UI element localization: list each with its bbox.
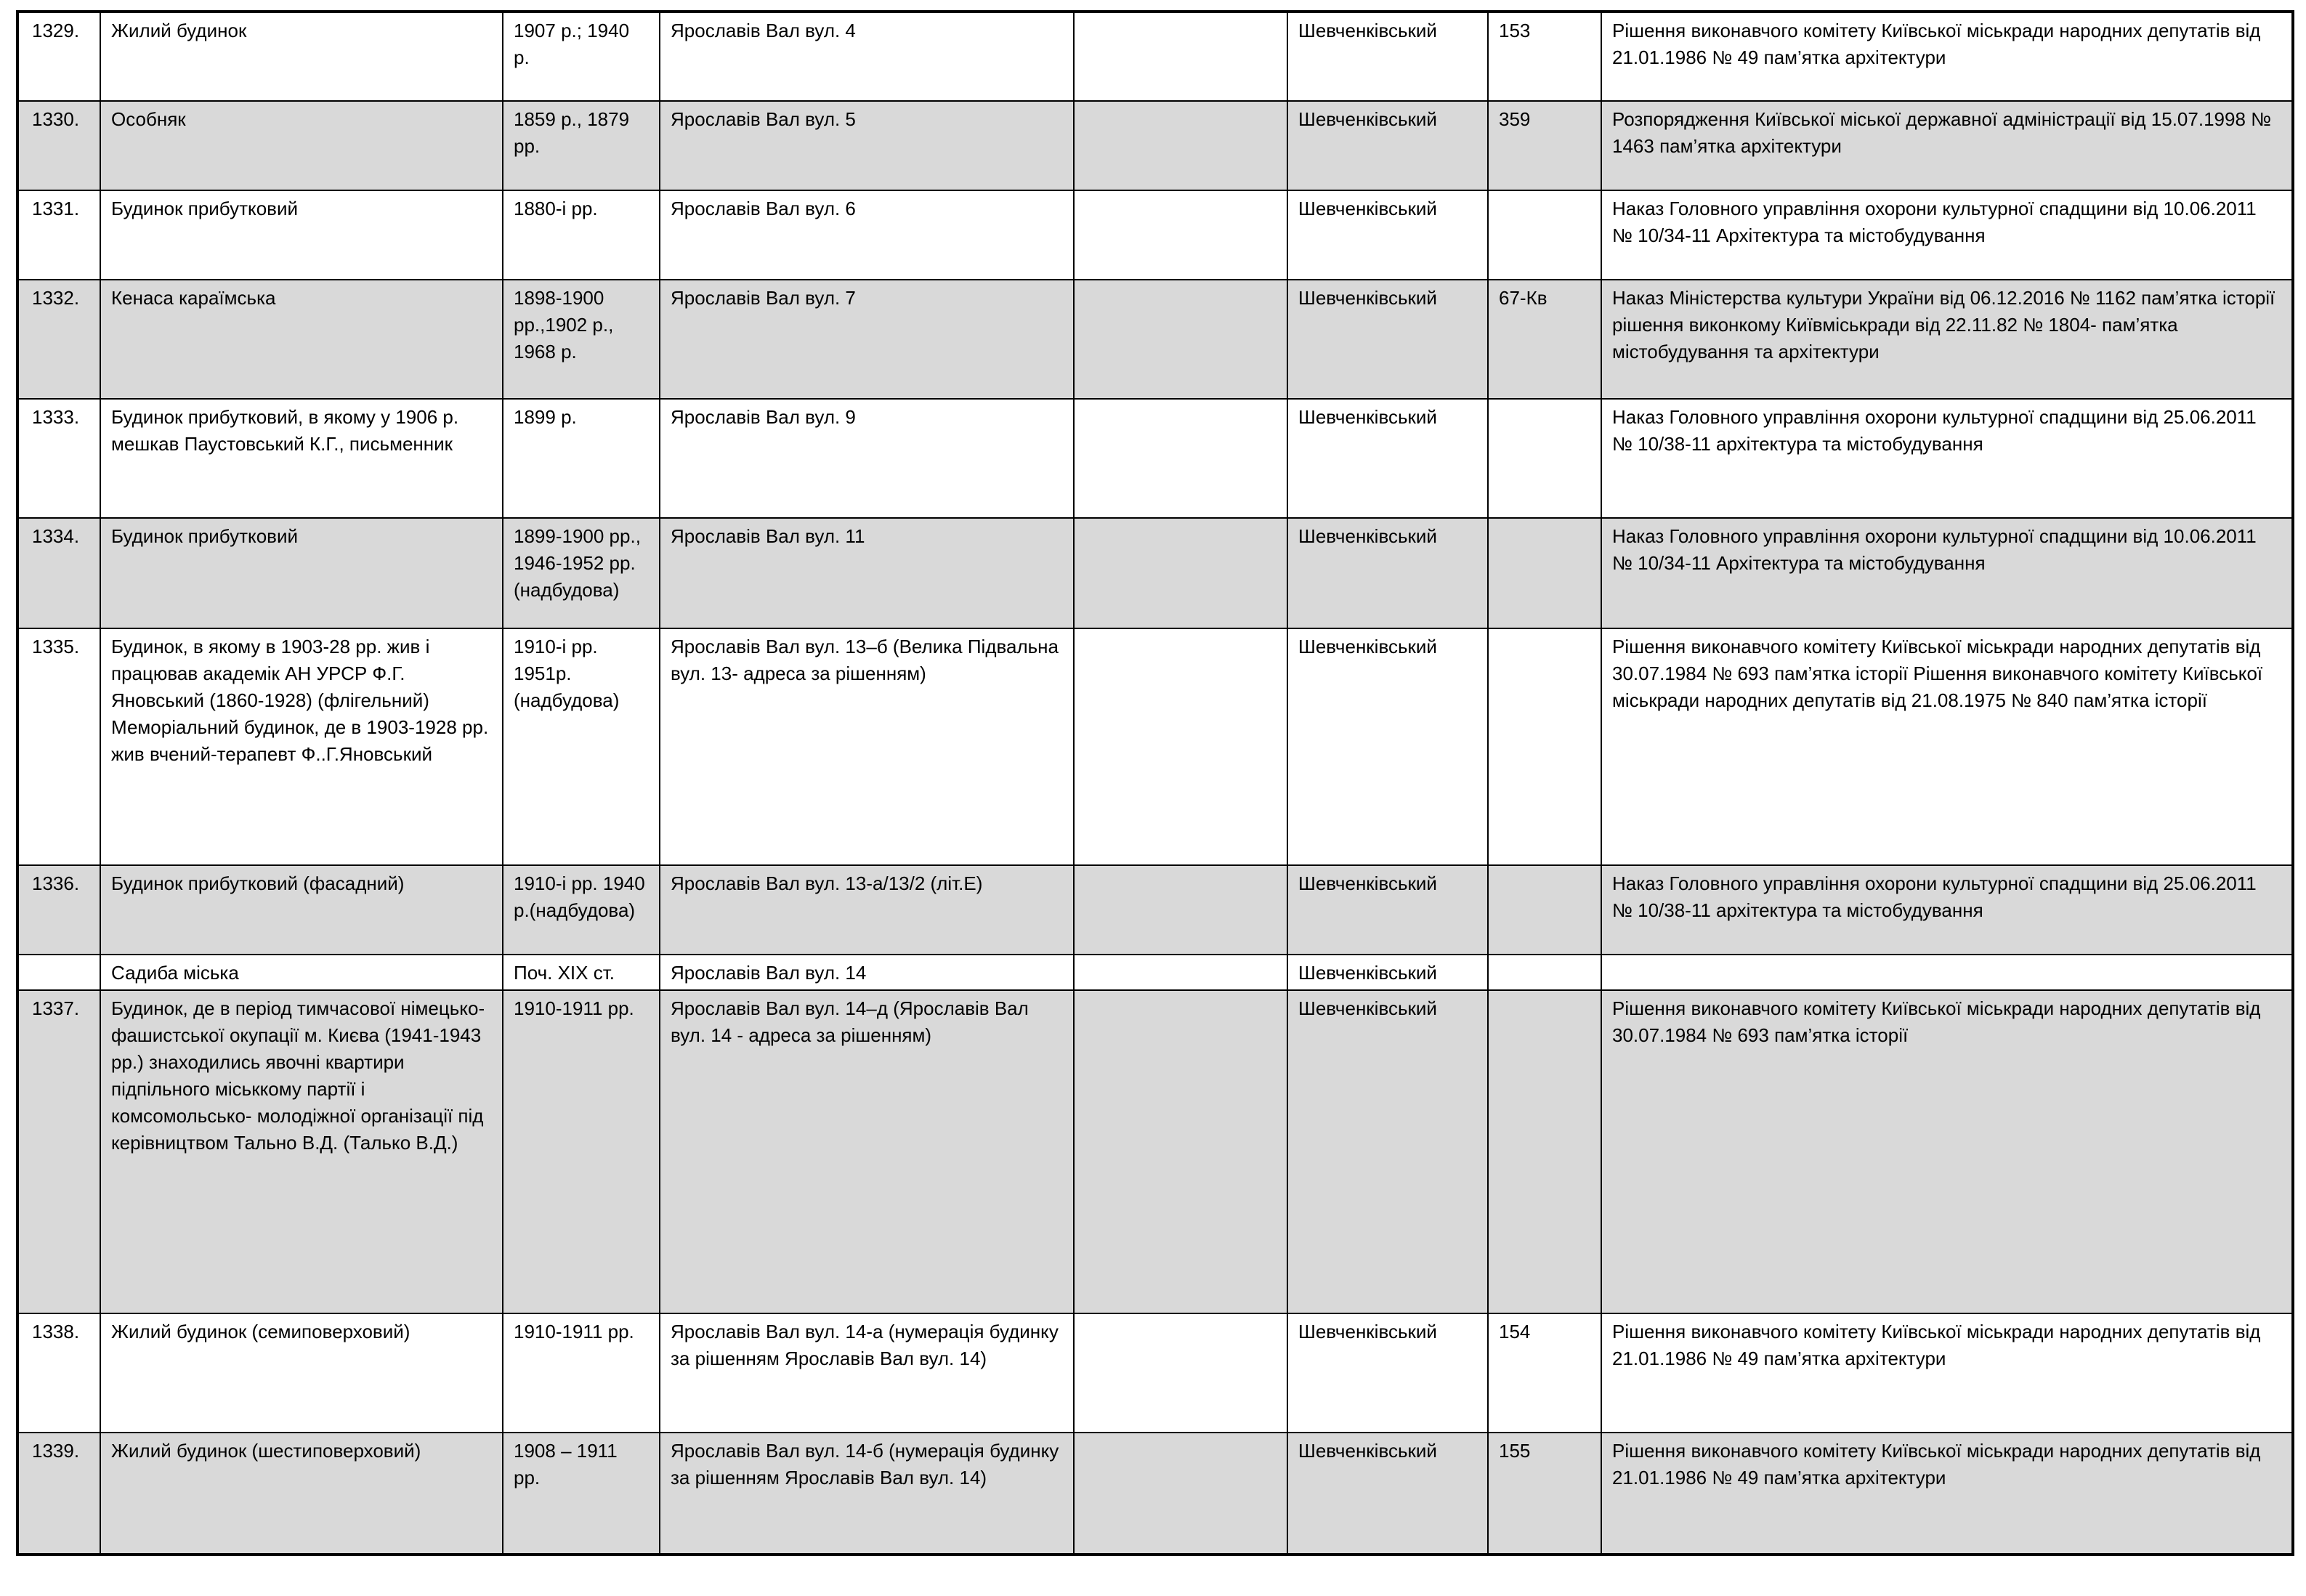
protection-document-cell: Наказ Міністерства культури України від 06.12.2016 № 1162 пам’ятка історії рішення виконкому Київміськради від 22.11.82 № 1804- пам’ятка містобудування та архітектури bbox=[1601, 280, 2293, 399]
construction-date-cell: 1910-1911 рр. bbox=[503, 1313, 660, 1433]
district-cell: Шевченківський bbox=[1287, 12, 1488, 101]
object-name-cell: Будинок, де в період тимчасової німецько- фашистської окупації м. Києва (1941-1943 рр.) знаходились явочні квартири підпільного міськкому партії і комсомольсько- молодіжної організації під керівництвом Тально В.Д. (Талько В.Д.) bbox=[100, 990, 503, 1313]
empty-cell bbox=[1074, 280, 1287, 399]
table-row bbox=[17, 990, 2293, 1313]
table-row bbox=[17, 190, 2293, 280]
construction-date-cell: 1899-1900 рр., 1946-1952 рр. (надбудова) bbox=[503, 518, 660, 628]
object-name-cell: Будинок, в якому в 1903-28 рр. жив і працював академік АН УРСР Ф.Г. Яновський (1860-1928) (флігельний) Меморіальний будинок, де в 1903-1928 рр. жив вчений-терапевт Ф..Г.Яновський bbox=[100, 628, 503, 865]
construction-date-cell: 1899 р. bbox=[503, 399, 660, 518]
address-cell: Ярославів Вал вул. 13-а/13/2 (літ.Е) bbox=[660, 865, 1074, 955]
protection-document-cell: Наказ Головного управління охорони культурної спадщини від 10.06.2011 № 10/34-11 Архітектура та містобудування bbox=[1601, 190, 2293, 280]
table-row bbox=[17, 1433, 2293, 1555]
row-number-cell: 1331. bbox=[17, 190, 100, 280]
empty-cell bbox=[1074, 399, 1287, 518]
registry-code-cell bbox=[1488, 865, 1601, 955]
empty-cell bbox=[1074, 990, 1287, 1313]
registry-code-cell: 359 bbox=[1488, 101, 1601, 190]
district-cell: Шевченківський bbox=[1287, 518, 1488, 628]
object-name-cell: Будинок прибутковий bbox=[100, 190, 503, 280]
construction-date-cell: 1910-1911 рр. bbox=[503, 990, 660, 1313]
empty-cell bbox=[1074, 865, 1287, 955]
table-row bbox=[17, 1313, 2293, 1433]
table-row bbox=[17, 280, 2293, 399]
address-cell: Ярославів Вал вул. 4 bbox=[660, 12, 1074, 101]
object-name-cell: Будинок прибутковий bbox=[100, 518, 503, 628]
row-number-cell: 1336. bbox=[17, 865, 100, 955]
row-number-cell: 1329. bbox=[17, 12, 100, 101]
row-number-cell: 1339. bbox=[17, 1433, 100, 1555]
registry-code-cell bbox=[1488, 190, 1601, 280]
address-cell: Ярославів Вал вул. 14 bbox=[660, 955, 1074, 990]
protection-document-cell: Рішення виконавчого комітету Київської міськради народних депутатів від 21.01.1986 № 49 пам’ятка архітектури bbox=[1601, 1433, 2293, 1555]
monuments-registry-table bbox=[16, 10, 2294, 1556]
protection-document-cell: Рішення виконавчого комітету Київської міськради народних депутатів від 21.01.1986 № 49 пам’ятка архітектури bbox=[1601, 1313, 2293, 1433]
object-name-cell: Садиба міська bbox=[100, 955, 503, 990]
registry-code-cell: 155 bbox=[1488, 1433, 1601, 1555]
address-cell: Ярославів Вал вул. 11 bbox=[660, 518, 1074, 628]
empty-cell bbox=[1074, 101, 1287, 190]
empty-cell bbox=[1074, 1313, 1287, 1433]
address-cell: Ярославів Вал вул. 9 bbox=[660, 399, 1074, 518]
registry-code-cell: 67-Кв bbox=[1488, 280, 1601, 399]
object-name-cell: Будинок прибутковий, в якому у 1906 р. мешкав Паустовський К.Г., письменник bbox=[100, 399, 503, 518]
row-number-cell: 1334. bbox=[17, 518, 100, 628]
protection-document-cell: Рішення виконавчого комітету Київської міськради народних депутатів від 30.07.1984 № 693 пам’ятка історії Рішення виконавчого комітету Київської міськради народних депутатів від 21.08.1975 № 840 пам’ятка історії bbox=[1601, 628, 2293, 865]
district-cell: Шевченківський bbox=[1287, 280, 1488, 399]
object-name-cell: Жилий будинок bbox=[100, 12, 503, 101]
object-name-cell: Жилий будинок (шестиповерховий) bbox=[100, 1433, 503, 1555]
address-cell: Ярославів Вал вул. 6 bbox=[660, 190, 1074, 280]
row-number-cell: 1335. bbox=[17, 628, 100, 865]
row-number-cell: 1330. bbox=[17, 101, 100, 190]
row-number-cell: 1338. bbox=[17, 1313, 100, 1433]
protection-document-cell: Наказ Головного управління охорони культурної спадщини від 25.06.2011 № 10/38-11 архітектура та містобудування bbox=[1601, 399, 2293, 518]
protection-document-cell: Рішення виконавчого комітету Київської міськради народних депутатів від 30.07.1984 № 693 пам’ятка історії bbox=[1601, 990, 2293, 1313]
protection-document-cell: Розпорядження Київської міської державної адміністрації від 15.07.1998 № 1463 пам’ятка архітектури bbox=[1601, 101, 2293, 190]
district-cell: Шевченківський bbox=[1287, 1433, 1488, 1555]
object-name-cell: Особняк bbox=[100, 101, 503, 190]
protection-document-cell: Рішення виконавчого комітету Київської міськради народних депутатів від 21.01.1986 № 49 пам’ятка архітектури bbox=[1601, 12, 2293, 101]
registry-code-cell bbox=[1488, 990, 1601, 1313]
construction-date-cell: 1898-1900 рр.,1902 р., 1968 р. bbox=[503, 280, 660, 399]
object-name-cell: Жилий будинок (семиповерховий) bbox=[100, 1313, 503, 1433]
empty-cell bbox=[1074, 628, 1287, 865]
row-number-cell bbox=[17, 955, 100, 990]
registry-code-cell bbox=[1488, 399, 1601, 518]
empty-cell bbox=[1074, 190, 1287, 280]
table-row bbox=[17, 399, 2293, 518]
object-name-cell: Будинок прибутковий (фасадний) bbox=[100, 865, 503, 955]
construction-date-cell: 1910-і рр. 1940 р.(надбудова) bbox=[503, 865, 660, 955]
empty-cell bbox=[1074, 1433, 1287, 1555]
construction-date-cell: 1859 р., 1879 рр. bbox=[503, 101, 660, 190]
district-cell: Шевченківський bbox=[1287, 399, 1488, 518]
row-number-cell: 1333. bbox=[17, 399, 100, 518]
registry-code-cell bbox=[1488, 628, 1601, 865]
table-row bbox=[17, 518, 2293, 628]
table-row bbox=[17, 101, 2293, 190]
construction-date-cell: 1910-і рр. 1951р. (надбудова) bbox=[503, 628, 660, 865]
district-cell: Шевченківський bbox=[1287, 1313, 1488, 1433]
address-cell: Ярославів Вал вул. 14-а (нумерація будинку за рішенням Ярославів Вал вул. 14) bbox=[660, 1313, 1074, 1433]
district-cell: Шевченківський bbox=[1287, 990, 1488, 1313]
row-number-cell: 1332. bbox=[17, 280, 100, 399]
empty-cell bbox=[1074, 955, 1287, 990]
table-row bbox=[17, 865, 2293, 955]
protection-document-cell: Наказ Головного управління охорони культурної спадщини від 25.06.2011 № 10/38-11 архітектура та містобудування bbox=[1601, 865, 2293, 955]
construction-date-cell: 1907 р.; 1940 р. bbox=[503, 12, 660, 101]
district-cell: Шевченківський bbox=[1287, 955, 1488, 990]
construction-date-cell: Поч. XIX ст. bbox=[503, 955, 660, 990]
district-cell: Шевченківський bbox=[1287, 101, 1488, 190]
address-cell: Ярославів Вал вул. 5 bbox=[660, 101, 1074, 190]
district-cell: Шевченківський bbox=[1287, 628, 1488, 865]
table-row bbox=[17, 628, 2293, 865]
address-cell: Ярославів Вал вул. 13–б (Велика Підвальна вул. 13- адреса за рішенням) bbox=[660, 628, 1074, 865]
registry-code-cell: 154 bbox=[1488, 1313, 1601, 1433]
district-cell: Шевченківський bbox=[1287, 190, 1488, 280]
protection-document-cell: Наказ Головного управління охорони культурної спадщини від 10.06.2011 № 10/34-11 Архітектура та містобудування bbox=[1601, 518, 2293, 628]
construction-date-cell: 1880-і рр. bbox=[503, 190, 660, 280]
registry-code-cell: 153 bbox=[1488, 12, 1601, 101]
table-row bbox=[17, 12, 2293, 101]
address-cell: Ярославів Вал вул. 7 bbox=[660, 280, 1074, 399]
protection-document-cell bbox=[1601, 955, 2293, 990]
row-number-cell: 1337. bbox=[17, 990, 100, 1313]
district-cell: Шевченківський bbox=[1287, 865, 1488, 955]
registry-code-cell bbox=[1488, 518, 1601, 628]
object-name-cell: Кенаса караїмська bbox=[100, 280, 503, 399]
table-row bbox=[17, 955, 2293, 990]
construction-date-cell: 1908 – 1911 рр. bbox=[503, 1433, 660, 1555]
empty-cell bbox=[1074, 12, 1287, 101]
empty-cell bbox=[1074, 518, 1287, 628]
address-cell: Ярославів Вал вул. 14–д (Ярославів Вал вул. 14 - адреса за рішенням) bbox=[660, 990, 1074, 1313]
address-cell: Ярославів Вал вул. 14-б (нумерація будинку за рішенням Ярославів Вал вул. 14) bbox=[660, 1433, 1074, 1555]
registry-code-cell bbox=[1488, 955, 1601, 990]
